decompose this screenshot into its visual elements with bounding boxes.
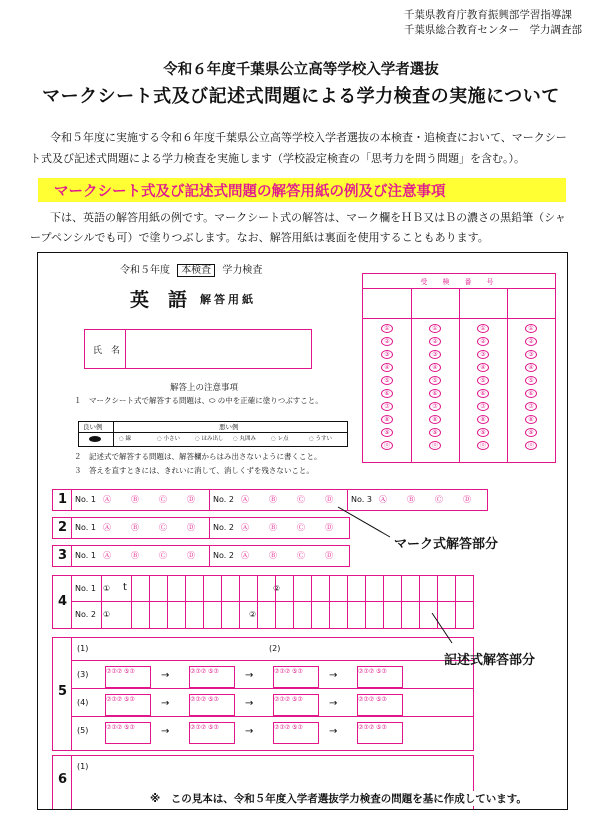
issuer-line-2: 千葉県総合教育センター 学力調査部 (403, 24, 582, 36)
order-bubble-group[interactable]: ⑦⑦⑦ ⑤⑦ (189, 666, 235, 688)
exam-digit-bubble[interactable]: ⑨ (477, 428, 489, 437)
exam-digit-bubble[interactable]: ⑧ (381, 415, 393, 424)
choice-bubble[interactable]: Ⓓ (325, 523, 333, 532)
section-heading: マークシート式及び記述式問題の解答用紙の例及び注意事項 (54, 184, 446, 200)
order-bubble-group[interactable]: ⑦⑦⑦ ⑤⑦ (105, 666, 151, 688)
exam-digit-bubble[interactable]: ⑦ (429, 402, 441, 411)
bad-example-item: ◌ 線 (119, 436, 132, 442)
choice-bubble[interactable]: Ⓓ (187, 495, 195, 504)
answer-sheet-sample (37, 252, 568, 810)
exam-digit-bubble[interactable]: ⑤ (381, 376, 393, 385)
q2-no1: No. 1 (75, 523, 96, 532)
sheet-exam-label: 学力検査 (222, 265, 263, 276)
callout-mark: マーク式解答部分 (394, 537, 499, 552)
order-arrow: → (245, 698, 254, 709)
choice-bubble[interactable]: Ⓒ (159, 523, 167, 532)
exam-digit-bubble[interactable]: ② (429, 337, 441, 346)
q3-no1: No. 1 (75, 551, 96, 560)
exam-digit-bubble[interactable]: ⑧ (429, 415, 441, 424)
exam-digit-bubble[interactable]: ⑦ (381, 402, 393, 411)
exam-digit-bubble[interactable]: ③ (477, 350, 489, 359)
q1-number: 1 (58, 492, 68, 507)
order-arrow: → (245, 726, 254, 737)
order-bubble-group[interactable]: ⑦⑦⑦ ⑤⑦ (357, 666, 403, 688)
sheet-year: 令和５年度 (120, 265, 170, 276)
bad-example-item: ◌ はみ出し (195, 436, 224, 442)
exam-digit-bubble[interactable]: ⑥ (525, 389, 537, 398)
choice-bubble[interactable]: Ⓑ (131, 523, 139, 532)
exam-digit-bubble[interactable]: ⓪ (429, 441, 441, 450)
footnote: ※ この見本は、令和５年度入学者選抜学力検査の問題を基に作成しています。 (146, 791, 531, 806)
bad-example-item: ◌ 丸囲み (233, 436, 257, 442)
written-callout-line (432, 613, 452, 643)
q2-number: 2 (58, 520, 68, 535)
callout-written: 記述式解答部分 (444, 653, 536, 668)
q6-part1: (1) (77, 762, 89, 771)
exam-digit-bubble[interactable]: ⑥ (477, 389, 489, 398)
q3-no2: No. 2 (213, 551, 234, 560)
choice-bubble[interactable]: Ⓒ (297, 523, 305, 532)
order-bubble-group[interactable]: ⑦⑦⑦ ⑤⑦ (189, 722, 235, 744)
exam-digit-bubble[interactable]: ⑨ (381, 428, 393, 437)
exam-digit-bubble[interactable]: ① (429, 324, 441, 333)
choice-bubble[interactable]: Ⓒ (159, 551, 167, 560)
title-line-2: マークシート式及び記述式問題による学力検査の実施について (42, 86, 560, 107)
q5-part5: (5) (77, 726, 89, 735)
choice-bubble[interactable]: Ⓓ (187, 523, 195, 532)
choice-bubble[interactable]: Ⓓ (463, 495, 471, 504)
q4-no2: No. 2 (75, 610, 96, 619)
choice-bubble[interactable]: Ⓐ (103, 551, 111, 560)
intro-paragraph: 令和５年度に実施する令和６年度千葉県公立高等学校入学者選抜の本検査・追検査において、マークシート式及び記述式問題による学力検査を実施します（学校設定検査の「思考力を問う問題」を含む。）。 (30, 131, 567, 165)
exam-digit-bubble[interactable]: ⑤ (525, 376, 537, 385)
choice-bubble[interactable]: Ⓐ (103, 495, 111, 504)
exam-digit-bubble[interactable]: ⑨ (525, 428, 537, 437)
order-arrow: → (329, 670, 338, 681)
order-arrow: → (245, 670, 254, 681)
order-bubble-group[interactable]: ⑦⑦⑦ ⑤⑦ (189, 694, 235, 716)
exam-digit-bubble[interactable]: ④ (429, 363, 441, 372)
exam-digit-bubble[interactable]: ③ (381, 350, 393, 359)
exam-digit-bubble[interactable]: ⑥ (381, 389, 393, 398)
good-example-label: 良い例 (83, 423, 103, 431)
choice-bubble[interactable]: Ⓐ (241, 495, 249, 504)
q4-no1: No. 1 (75, 584, 96, 593)
exam-number-label: 受 検 番 号 (420, 278, 498, 286)
exam-digit-bubble[interactable]: ⓪ (525, 441, 537, 450)
order-arrow: → (161, 726, 170, 737)
order-arrow: → (329, 698, 338, 709)
q1-no2: No. 2 (213, 495, 234, 504)
exam-digit-bubble[interactable]: ② (477, 337, 489, 346)
choice-bubble[interactable]: Ⓑ (269, 551, 277, 560)
q3-number: 3 (58, 548, 68, 563)
exam-digit-bubble[interactable]: ④ (477, 363, 489, 372)
exam-digit-bubble[interactable]: ⑦ (525, 402, 537, 411)
q4-no2-circle1: ① (103, 610, 111, 619)
order-arrow: → (161, 670, 170, 681)
bad-example-item: ◌ 小さい (157, 436, 181, 442)
choice-bubble[interactable]: Ⓐ (379, 495, 387, 504)
q4-sample-letter: t (123, 582, 127, 593)
bad-example-item: ◌ うすい (309, 436, 333, 442)
q5-number: 5 (58, 684, 68, 699)
q5-part2: (2) (269, 644, 281, 653)
order-bubble-group[interactable]: ⑦⑦⑦ ⑤⑦ (273, 722, 319, 744)
q4-no1-circle2: ② (273, 584, 281, 593)
q6-number: 6 (58, 772, 68, 787)
choice-bubble[interactable]: Ⓓ (187, 551, 195, 560)
issuer-line-1: 千葉県教育庁教育振興部学習指導課 (403, 9, 572, 21)
section-description: 下は、英語の解答用紙の例です。マークシート式の解答は、マーク欄をＨＢ又はＢの濃さの黒鉛筆（シャープペンシルでも可）で塗りつぶします。なお、解答用紙は裏面を使用することもあります。 (30, 211, 566, 244)
mark-callout-line (338, 507, 390, 537)
choice-bubble[interactable]: Ⓑ (269, 523, 277, 532)
order-arrow: → (161, 698, 170, 709)
choice-bubble[interactable]: Ⓒ (159, 495, 167, 504)
title-line-1: 令和６年度千葉県公立高等学校入学者選抜 (163, 62, 439, 78)
exam-digit-bubble[interactable]: ② (381, 337, 393, 346)
q5-part4: (4) (77, 698, 89, 707)
choice-bubble[interactable]: Ⓑ (269, 495, 277, 504)
notes-title: 解答上の注意事項 (170, 383, 239, 393)
sheet-exam-type: 本検査 (177, 264, 215, 277)
q5-part1: (1) (77, 644, 89, 653)
q1-no1: No. 1 (75, 495, 96, 504)
choice-bubble[interactable]: Ⓐ (241, 523, 249, 532)
exam-digit-bubble[interactable]: ③ (525, 350, 537, 359)
q5-part3: (3) (77, 670, 89, 679)
exam-digit-bubble[interactable]: ① (477, 324, 489, 333)
exam-digit-bubble[interactable]: ② (525, 337, 537, 346)
choice-bubble[interactable]: Ⓒ (297, 495, 305, 504)
exam-digit-bubble[interactable]: ⑧ (525, 415, 537, 424)
issuer (404, 8, 582, 38)
order-bubble-group[interactable]: ⑦⑦⑦ ⑤⑦ (273, 694, 319, 716)
callout-lines (38, 253, 567, 809)
exam-digit-bubble[interactable]: ③ (429, 350, 441, 359)
q4-no1-circle1: ① (103, 584, 111, 593)
order-bubble-group[interactable]: ⑦⑦⑦ ⑤⑦ (105, 722, 151, 744)
exam-digit-bubble[interactable]: ① (525, 324, 537, 333)
order-bubble-group[interactable]: ⑦⑦⑦ ⑤⑦ (273, 666, 319, 688)
sheet-subject-sub: 解答用紙 (200, 293, 256, 306)
exam-digit-bubble[interactable]: ⑥ (429, 389, 441, 398)
choice-bubble[interactable]: Ⓒ (297, 551, 305, 560)
order-arrow: → (329, 726, 338, 737)
exam-digit-bubble[interactable]: ⑨ (429, 428, 441, 437)
q4-no2-circle2: ② (249, 610, 257, 619)
bad-example-label: 悪い例 (219, 423, 239, 431)
exam-digit-bubble[interactable]: ⑤ (477, 376, 489, 385)
exam-digit-bubble[interactable]: ⓪ (381, 441, 393, 450)
exam-digit-bubble[interactable]: ④ (525, 363, 537, 372)
section-heading-bar (38, 178, 566, 202)
choice-bubble[interactable]: Ⓐ (103, 523, 111, 532)
note-3: ３ 答えを直すときには、きれいに消して、消しくずを残さないこと。 (74, 466, 314, 475)
order-bubble-group[interactable]: ⑦⑦⑦ ⑤⑦ (357, 722, 403, 744)
choice-bubble[interactable]: Ⓑ (131, 495, 139, 504)
exam-digit-bubble[interactable]: ⑧ (477, 415, 489, 424)
exam-digit-bubble[interactable]: ④ (381, 363, 393, 372)
exam-digit-bubble[interactable]: ⓪ (477, 441, 489, 450)
bad-example-item: ◌ レ点 (271, 436, 289, 442)
note-1: １ マークシート式で解答する問題は、⬭ の中を正確に塗りつぶすこと。 (74, 396, 323, 405)
sheet-subject: 英 語 (130, 289, 188, 311)
exam-digit-bubble[interactable]: ① (381, 324, 393, 333)
choice-bubble[interactable]: Ⓓ (325, 551, 333, 560)
choice-bubble[interactable]: Ⓑ (131, 551, 139, 560)
exam-digit-bubble[interactable]: ⑦ (477, 402, 489, 411)
q4-number: 4 (58, 594, 68, 609)
order-bubble-group[interactable]: ⑦⑦⑦ ⑤⑦ (357, 694, 403, 716)
q1-no3: No. 3 (351, 495, 372, 504)
note-2: ２ 記述式で解答する問題は、解答欄からはみ出さないように書くこと。 (74, 452, 322, 461)
order-bubble-group[interactable]: ⑦⑦⑦ ⑤⑦ (105, 694, 151, 716)
choice-bubble[interactable]: Ⓐ (241, 551, 249, 560)
q2-no2: No. 2 (213, 523, 234, 532)
choice-bubble[interactable]: Ⓑ (407, 495, 415, 504)
choice-bubble[interactable]: Ⓒ (435, 495, 443, 504)
exam-digit-bubble[interactable]: ⑤ (429, 376, 441, 385)
choice-bubble[interactable]: Ⓓ (325, 495, 333, 504)
name-label: 氏 名 (93, 346, 121, 356)
